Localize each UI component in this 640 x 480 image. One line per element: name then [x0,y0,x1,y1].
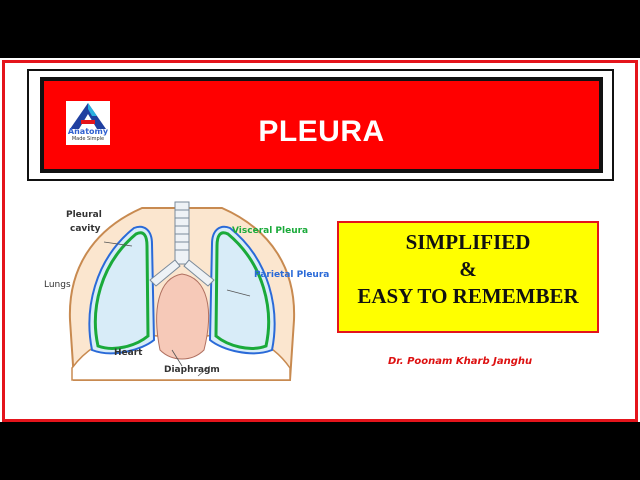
logo-subtext: Made Simple [71,136,105,142]
label-visceral-pleura: Visceral Pleura [232,226,309,236]
callout-box [337,221,599,333]
callout-line-2: & [459,257,477,281]
label-pleural-cavity-1: Pleural [66,210,102,220]
callout-line-3: EASY TO REMEMBER [357,284,579,308]
logo-text: Anatomy [67,127,109,136]
title-banner [40,77,603,173]
pleura-diagram [32,200,332,392]
slide [0,58,640,422]
page-title: PLEURA [258,115,385,148]
label-lungs: Lungs [44,280,71,290]
title-banner-frame [27,69,614,181]
label-parietal-pleura: Parietal Pleura [254,270,330,280]
label-diaphragm: Diaphragm [164,365,220,375]
author-credit: Dr. Poonam Kharb Janghu [388,356,533,367]
label-pleural-cavity-2: cavity [70,224,101,234]
callout-line-1: SIMPLIFIED [405,230,531,254]
label-heart: Heart [114,348,143,358]
